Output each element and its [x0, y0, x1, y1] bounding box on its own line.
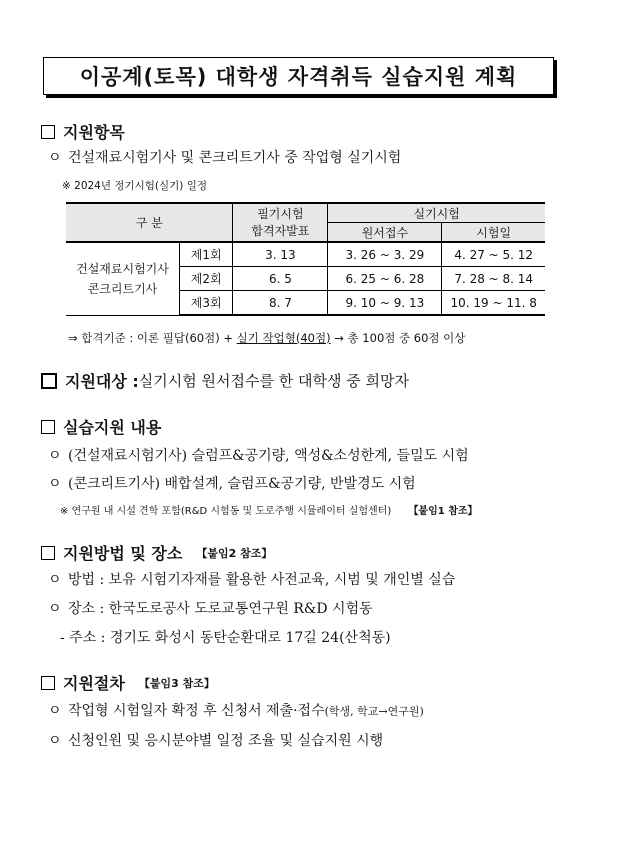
written-cell: 8. 7	[233, 291, 328, 316]
header-practical: 실기시험	[328, 203, 545, 223]
group-cell	[66, 242, 180, 315]
content-line-2	[48, 473, 416, 493]
round-cell: 제2회	[180, 267, 233, 291]
criteria-suffix: → 총 100점 중 60점 이상	[330, 331, 466, 345]
apply-cell: 3. 26 ~ 3. 29	[328, 242, 442, 267]
section-title: 지원절차	[63, 674, 125, 693]
method-line-2	[48, 598, 373, 618]
bullet-icon: ㅇ	[48, 733, 62, 749]
group-name-1: 건설재료시험기사	[76, 261, 169, 276]
section-ref: 【붙임2 참조】	[196, 546, 273, 560]
items-line-1	[48, 147, 401, 167]
bullet-icon: ㅇ	[48, 703, 62, 719]
section-ref: 【붙임3 참조】	[138, 676, 215, 690]
exam-cell: 4. 27 ~ 5. 12	[442, 242, 545, 267]
exam-cell: 10. 19 ~ 11. 8	[442, 291, 545, 316]
page-title: 이공계(토목) 대학생 자격취득 실습지원 계획	[79, 65, 518, 89]
procedure-line-1	[48, 700, 424, 720]
title-box	[43, 57, 554, 95]
content-note-text: ※ 연구원 내 시설 견학 포함(R&D 시험동 및 도로주행 시뮬레이터 실험센터)	[60, 506, 392, 517]
checkbox-square-icon	[41, 676, 55, 690]
header-category: 구 분	[66, 203, 233, 242]
round-cell: 제1회	[180, 242, 233, 267]
section-title: 지원대상 :	[65, 372, 139, 391]
header-written-l2: 합격자발표	[251, 223, 310, 238]
group-name-2: 콘크리트기사	[87, 281, 158, 296]
criteria-prefix: ⇒ 합격기준 : 이론 필답(60점) +	[68, 331, 237, 345]
written-cell: 6. 5	[233, 267, 328, 291]
section-title: 실습지원 내용	[63, 418, 162, 437]
header-written	[233, 203, 328, 242]
written-cell: 3. 13	[233, 242, 328, 267]
content-text: (콘크리트기사) 배합설계, 슬럼프&공기량, 반발경도 시험	[68, 476, 416, 492]
method-text: 방법 : 보유 시험기자재를 활용한 사전교육, 시범 및 개인별 실습	[68, 572, 456, 588]
bullet-icon: ㅇ	[48, 601, 62, 617]
procedure-text-small: (학생, 학교→연구원)	[324, 705, 424, 718]
checkbox-square-icon	[41, 420, 55, 434]
content-note	[60, 502, 478, 517]
method-line-1	[48, 569, 455, 589]
schedule-note: ※ 2024년 정기시험(실기) 일정	[62, 180, 208, 192]
apply-cell: 6. 25 ~ 6. 28	[328, 267, 442, 291]
bullet-icon: ㅇ	[48, 476, 62, 492]
section-target	[41, 369, 409, 392]
section-method-heading	[41, 541, 272, 564]
pass-criteria	[68, 330, 465, 346]
exam-cell: 7. 28 ~ 8. 14	[442, 267, 545, 291]
procedure-text: 신청인원 및 응시분야별 일정 조율 및 실습지원 시행	[68, 733, 384, 749]
items-text: 건설재료시험기사 및 콘크리트기사 중 작업형 실기시험	[68, 150, 402, 166]
bullet-icon: ㅇ	[48, 448, 62, 464]
section-content-heading	[41, 415, 161, 438]
header-written-l1: 필기시험	[257, 206, 304, 221]
method-line-3: - 주소 : 경기도 화성시 동탄순환대로 17길 24(산척동)	[60, 630, 391, 646]
section-items-heading	[41, 120, 125, 143]
content-line-1	[48, 445, 469, 465]
exam-schedule-table	[66, 202, 545, 316]
apply-cell: 9. 10 ~ 9. 13	[328, 291, 442, 316]
bullet-icon: ㅇ	[48, 572, 62, 588]
bullet-icon: ㅇ	[48, 150, 62, 166]
header-exam: 시험일	[442, 223, 545, 243]
header-apply: 원서접수	[328, 223, 442, 243]
section-procedure-heading	[41, 671, 215, 694]
criteria-underlined: 실기 작업형(40점)	[236, 331, 331, 345]
procedure-line-2	[48, 730, 383, 750]
checkbox-square-icon	[41, 546, 55, 560]
method-text: 장소 : 한국도로공사 도로교통연구원 R&D 시험동	[68, 601, 373, 617]
content-text: (건설재료시험기사) 슬럼프&공기량, 액성&소성한계, 들밀도 시험	[68, 448, 469, 464]
section-title: 지원방법 및 장소	[63, 544, 183, 563]
procedure-text: 작업형 시험일자 확정 후 신청서 제출·접수	[68, 703, 325, 719]
target-text: 실기시험 원서접수를 한 대학생 중 희망자	[138, 372, 409, 390]
checkbox-square-icon	[41, 125, 55, 139]
checkbox-square-icon	[41, 373, 57, 389]
content-note-ref: 【붙임1 참조】	[408, 506, 478, 517]
section-title: 지원항목	[63, 123, 125, 142]
round-cell: 제3회	[180, 291, 233, 316]
